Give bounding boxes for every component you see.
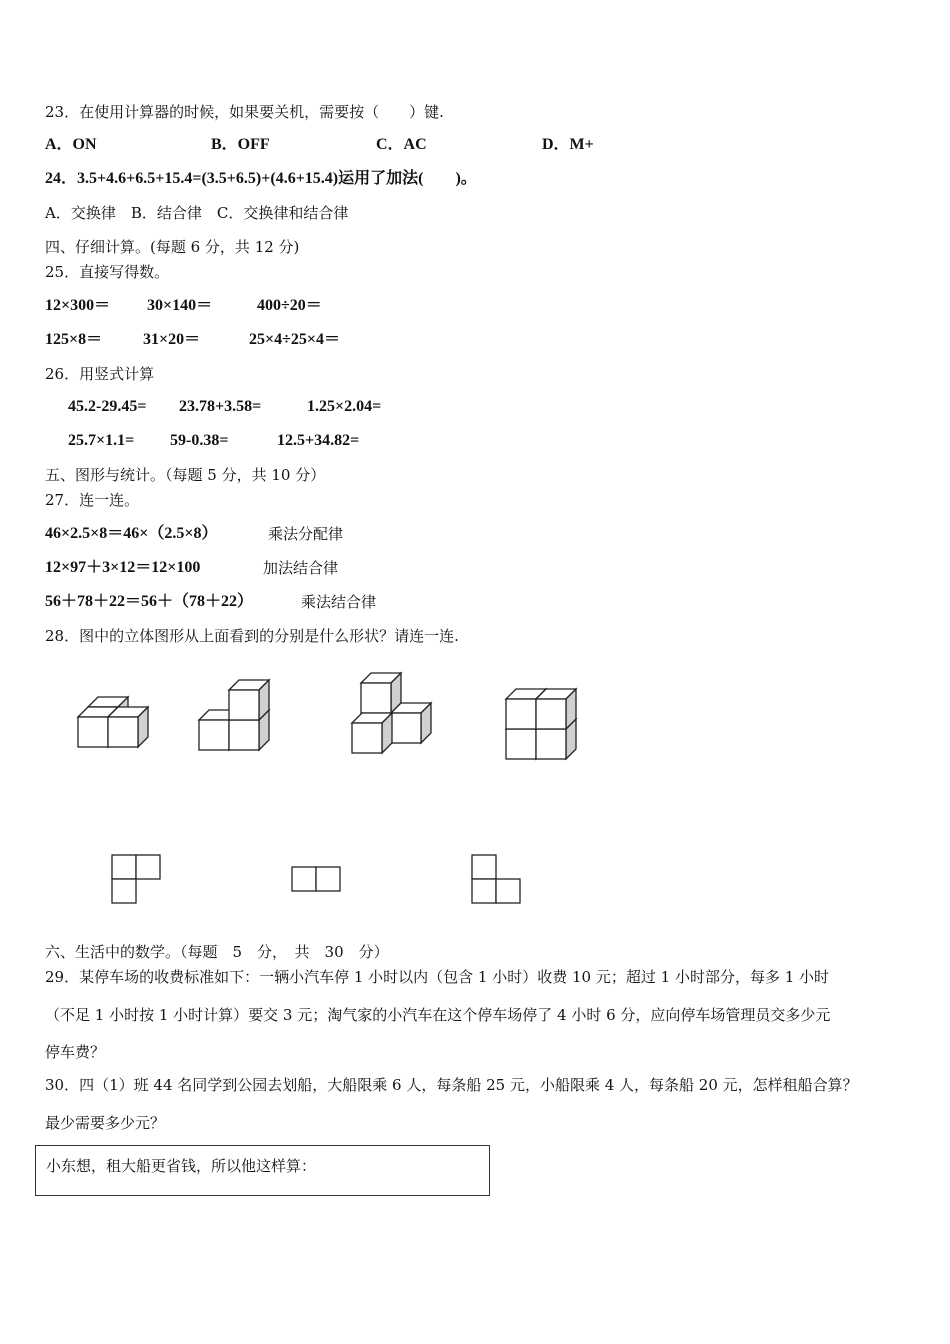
q24-options: A．交换律 B．结合律 C．交换律和结合律 [45,204,349,222]
top-view-square [472,879,496,903]
q23-option-c: C．AC [376,136,427,153]
cube-front-face [78,717,108,747]
cube-front-face [229,690,259,720]
q30-line: 30．四（1）班 44 名同学到公园去划船，大船限乘 6 人，每条船 25 元，小船限乘 4 人，每条船 20 元，怎样租船合算？ [45,1076,858,1094]
q28-stem: 28．图中的立体图形从上面看到的分别是什么形状？请连一连. [45,627,459,645]
answer-box [35,1145,490,1196]
q27-stem: 27．连一连。 [45,491,140,509]
q29-line: 停车费？ [45,1043,106,1061]
q26-item: 12.5+34.82= [277,432,360,449]
q30-line: 最少需要多少元？ [45,1114,166,1132]
q27-right-item: 乘法分配律 [268,525,344,543]
q25-item: 400÷20＝ [257,297,322,314]
cube-front-face [506,699,536,729]
section-4-heading: 四、仔细计算。(每题 6 分，共 12 分) [45,238,300,256]
q27-left-item: 46×2.5×8＝46×（2.5×8） [45,525,218,542]
cube-front-face [506,729,536,759]
q26-stem: 26．用竖式计算 [45,365,155,383]
cube-front-face [229,720,259,750]
cube-front-face [391,713,421,743]
q26-item: 1.25×2.04= [307,398,382,415]
cube-front-face [199,720,229,750]
q23-option-b: B．OFF [211,136,270,153]
q24-stem: 24．3.5+4.6+6.5+15.4=(3.5+6.5)+(4.6+15.4)运用了加法( )。 [45,170,477,187]
q25-item: 30×140＝ [147,297,213,314]
q25-item: 31×20＝ [143,331,201,348]
q25-stem: 25．直接写得数。 [45,263,170,281]
section-5-heading: 五、图形与统计。（每题 5 分，共 10 分） [45,466,326,484]
cube-front-face [536,699,566,729]
q26-item: 59-0.38= [170,432,229,449]
cube-front-face [361,683,391,713]
q23-stem: 23．在使用计算器的时候，如果要关机，需要按（ ）键. [45,103,444,121]
cube-front-face [352,723,382,753]
cube-front-face [536,729,566,759]
q25-item: 25×4÷25×4＝ [249,331,341,348]
top-view-square [496,879,520,903]
q25-item: 12×300＝ [45,297,111,314]
q27-left-item: 12×97＋3×12＝12×100 [45,559,201,576]
q29-line: （不足 1 小时按 1 小时计算）要交 3 元；淘气家的小汽车在这个停车场停了 4 小时 6 分，应向停车场管理员交多少元 [45,1006,831,1024]
q27-right-item: 乘法结合律 [301,593,377,611]
q27-left-item: 56＋78＋22＝56＋（78＋22） [45,593,254,610]
q26-item: 23.78+3.58= [179,398,262,415]
top-view-square [112,879,136,903]
q27-right-item: 加法结合律 [263,559,339,577]
section-6-heading: 六、生活中的数学。（每题 5 分， 共 30 分） [45,943,389,961]
q23-option-a: A．ON [45,136,97,153]
top-view-square [472,855,496,879]
top-view-square [292,867,316,891]
answer-box-text: 小东想，租大船更省钱，所以他这样算： [46,1157,317,1175]
q29-line: 29．某停车场的收费标准如下：一辆小汽车停 1 小时以内（包含 1 小时）收费 10 元；超过 1 小时部分，每多 1 小时 [45,968,830,986]
top-view-square [136,855,160,879]
cube-front-face [108,717,138,747]
top-view-square [316,867,340,891]
q26-item: 25.7×1.1= [68,432,135,449]
top-view-square [112,855,136,879]
q23-option-d: D．M+ [542,136,594,153]
q25-item: 125×8＝ [45,331,103,348]
q26-item: 45.2-29.45= [68,398,147,415]
